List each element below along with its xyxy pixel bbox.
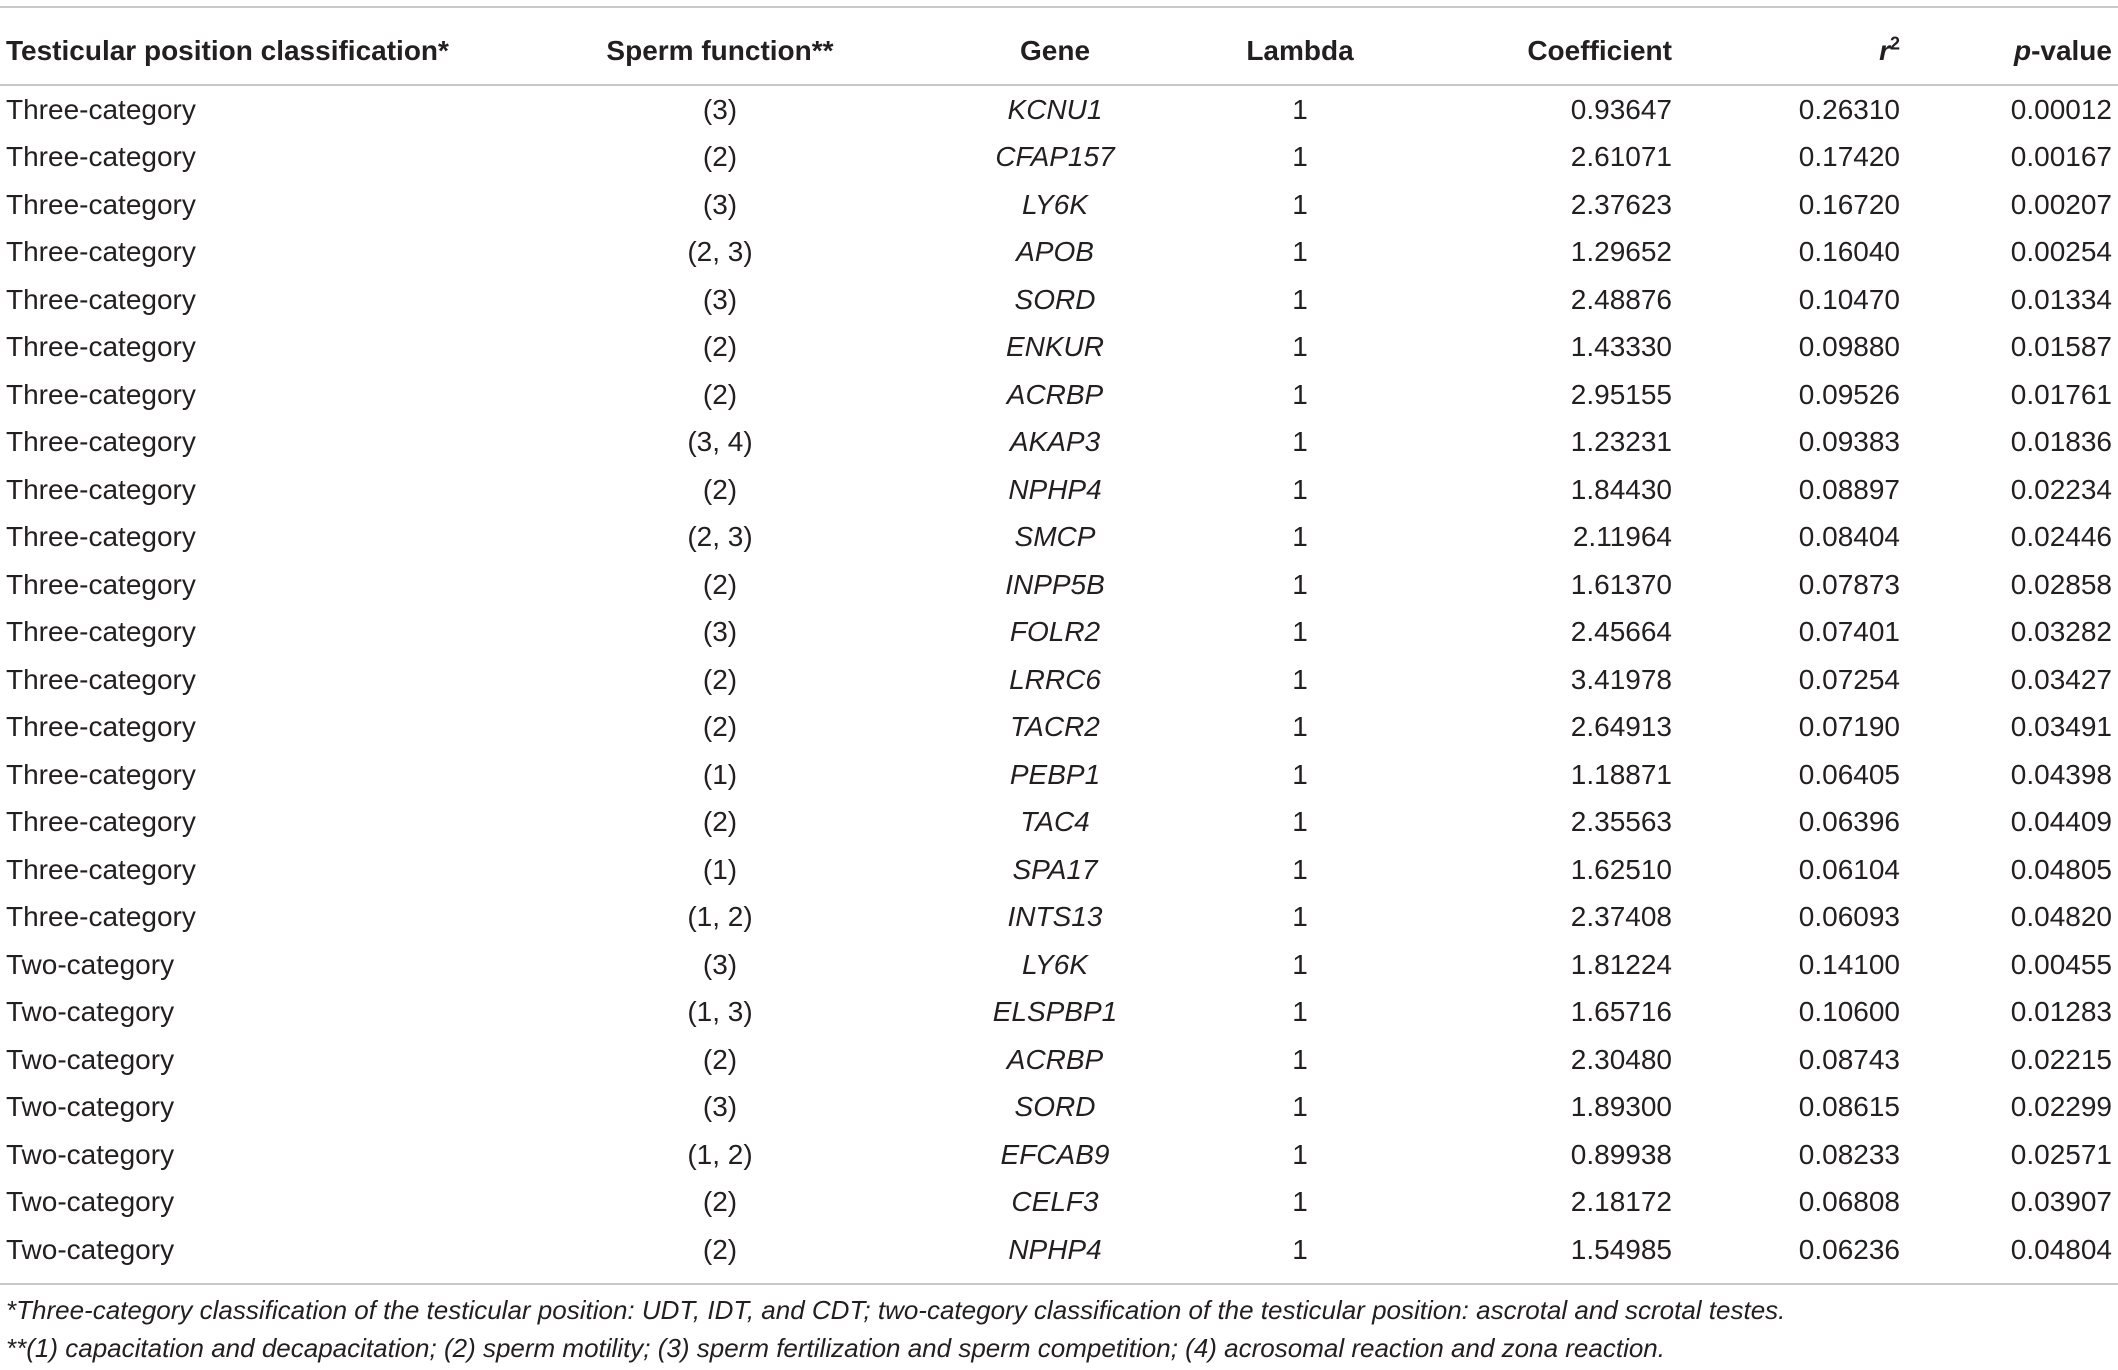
cell-gene: PEBP1 [1009, 758, 1101, 790]
cell-r2: 0.06104 [1798, 853, 1900, 885]
cell-lambda: 1 [1292, 141, 1308, 173]
cell-p-value: 0.03907 [2010, 1186, 2112, 1218]
cell-classification: Two-category [6, 1043, 175, 1075]
table-row [0, 466, 2118, 514]
cell-classification: Three-category [6, 188, 196, 220]
cell-coefficient: 3.41978 [1570, 663, 1672, 695]
cell-coefficient: 1.43330 [1570, 331, 1672, 363]
cell-p-value: 0.03491 [2010, 711, 2112, 743]
cell-gene: TAC4 [1020, 806, 1090, 838]
cell-p-value: 0.04805 [2010, 853, 2112, 885]
cell-classification: Three-category [6, 806, 196, 838]
cell-lambda: 1 [1292, 663, 1308, 695]
cell-lambda: 1 [1292, 568, 1308, 600]
cell-classification: Two-category [6, 996, 175, 1028]
table-row [0, 229, 2118, 277]
cell-gene: SPA17 [1012, 853, 1098, 885]
cell-gene: INTS13 [1007, 901, 1103, 933]
table-row [0, 561, 2118, 609]
cell-sperm-function: (2) [702, 663, 738, 695]
cell-p-value: 0.02446 [2010, 521, 2112, 553]
cell-lambda: 1 [1292, 948, 1308, 980]
cell-lambda: 1 [1292, 1186, 1308, 1218]
cell-p-value: 0.04820 [2010, 901, 2112, 933]
cell-sperm-function: (3) [702, 616, 738, 648]
cell-classification: Three-category [6, 758, 196, 790]
cell-sperm-function: (3) [702, 188, 738, 220]
cell-r2: 0.26310 [1798, 93, 1900, 125]
cell-lambda: 1 [1292, 996, 1308, 1028]
cell-r2: 0.17420 [1798, 141, 1900, 173]
cell-sperm-function: (3) [702, 93, 738, 125]
header-lambda: Lambda [1246, 35, 1354, 66]
cell-r2: 0.10470 [1798, 283, 1900, 315]
table-row [0, 1036, 2118, 1084]
cell-p-value: 0.00254 [2010, 236, 2112, 268]
cell-classification: Three-category [6, 473, 196, 505]
table-row [0, 324, 2118, 372]
cell-p-value: 0.01283 [2010, 996, 2112, 1028]
cell-p-value: 0.01761 [2010, 378, 2112, 410]
cell-classification: Two-category [6, 1091, 175, 1123]
cell-p-value: 0.00167 [2010, 141, 2112, 173]
cell-lambda: 1 [1292, 616, 1308, 648]
cell-coefficient: 1.29652 [1570, 236, 1672, 268]
cell-gene: KCNU1 [1007, 93, 1103, 125]
cell-sperm-function: (2) [702, 331, 738, 363]
cell-sperm-function: (3) [702, 283, 738, 315]
cell-r2: 0.10600 [1798, 996, 1900, 1028]
cell-lambda: 1 [1292, 1138, 1308, 1170]
cell-lambda: 1 [1292, 188, 1308, 220]
cell-r2: 0.07873 [1798, 568, 1900, 600]
cell-classification: Three-category [6, 283, 196, 315]
footnote-classification: *Three-category classification of the testicular position: UDT, IDT, and CDT; two-category classification of the testicular position: ascrotal and scrotal testes. [6, 1295, 1786, 1325]
cell-gene: LY6K [1022, 948, 1088, 980]
cell-sperm-function: (3) [702, 1091, 738, 1123]
cell-classification: Two-category [6, 1186, 175, 1218]
cell-gene: INPP5B [1005, 568, 1105, 600]
table-row [0, 704, 2118, 752]
cell-sperm-function: (2) [702, 806, 738, 838]
cell-p-value: 0.00207 [2010, 188, 2112, 220]
cell-coefficient: 1.18871 [1570, 758, 1672, 790]
table-row [0, 894, 2118, 942]
cell-lambda: 1 [1292, 93, 1308, 125]
header-row [0, 18, 2118, 85]
cell-lambda: 1 [1292, 331, 1308, 363]
cell-p-value: 0.03427 [2010, 663, 2112, 695]
cell-coefficient: 2.95155 [1570, 378, 1672, 410]
cell-sperm-function: (2) [702, 1186, 738, 1218]
cell-r2: 0.06236 [1798, 1233, 1900, 1265]
cell-coefficient: 2.11964 [1572, 521, 1672, 553]
cell-lambda: 1 [1292, 1091, 1308, 1123]
cell-gene: TACR2 [1010, 711, 1100, 743]
cell-gene: SORD [1014, 283, 1096, 315]
cell-r2: 0.06405 [1798, 758, 1900, 790]
table-row [0, 371, 2118, 419]
cell-gene: SORD [1014, 1091, 1096, 1123]
cell-sperm-function: (2) [702, 711, 738, 743]
cell-r2: 0.16040 [1798, 236, 1900, 268]
cell-coefficient: 0.89938 [1570, 1138, 1672, 1170]
table-row [0, 276, 2118, 324]
table-row [0, 1226, 2118, 1274]
cell-p-value: 0.04398 [2010, 758, 2112, 790]
cell-sperm-function: (1, 2) [687, 1138, 753, 1170]
table-row [0, 1131, 2118, 1179]
cell-p-value: 0.02215 [2010, 1043, 2112, 1075]
cell-sperm-function: (2, 3) [687, 521, 753, 553]
cell-lambda: 1 [1292, 426, 1308, 458]
cell-coefficient: 2.35563 [1570, 806, 1672, 838]
cell-gene: SMCP [1014, 521, 1096, 553]
cell-coefficient: 1.65716 [1570, 996, 1672, 1028]
cell-r2: 0.06093 [1798, 901, 1900, 933]
cell-coefficient: 2.61071 [1570, 141, 1672, 173]
cell-p-value: 0.02571 [2010, 1138, 2112, 1170]
cell-coefficient: 2.18172 [1570, 1186, 1672, 1218]
cell-coefficient: 1.81224 [1570, 948, 1672, 980]
cell-lambda: 1 [1292, 1043, 1308, 1075]
cell-coefficient: 2.48876 [1570, 283, 1672, 315]
cell-coefficient: 1.61370 [1570, 568, 1672, 600]
cell-gene: NPHP4 [1008, 1233, 1102, 1265]
table-body [0, 85, 2118, 1274]
cell-gene: CFAP157 [995, 141, 1115, 173]
table-row [0, 134, 2118, 182]
cell-sperm-function: (3) [702, 948, 738, 980]
header-gene: Gene [1019, 35, 1091, 66]
bottom-rule [0, 1283, 2118, 1285]
cell-coefficient: 1.54985 [1570, 1233, 1672, 1265]
table-row [0, 989, 2118, 1037]
table-row [0, 609, 2118, 657]
cell-classification: Three-category [6, 711, 196, 743]
results-table [0, 18, 2118, 1274]
table-row [0, 181, 2118, 229]
cell-classification: Three-category [6, 853, 196, 885]
cell-classification: Three-category [6, 331, 196, 363]
cell-coefficient: 1.23231 [1570, 426, 1672, 458]
table-row [0, 941, 2118, 989]
footnote-sperm-function: **(1) capacitation and decapacitation; (2) sperm motility; (3) sperm fertilization and sperm competition; (4) acrosomal reaction and zona reaction. [6, 1333, 1665, 1363]
cell-lambda: 1 [1292, 1233, 1308, 1265]
header-p-value [1960, 18, 2118, 85]
cell-r2: 0.09526 [1798, 378, 1900, 410]
table-row [0, 1179, 2118, 1227]
cell-coefficient: 1.89300 [1570, 1091, 1672, 1123]
cell-sperm-function: (2) [702, 568, 738, 600]
cell-p-value: 0.02299 [2010, 1091, 2112, 1123]
cell-sperm-function: (2) [702, 473, 738, 505]
cell-lambda: 1 [1292, 711, 1308, 743]
header-r2-exp: 2 [1889, 33, 1900, 54]
cell-classification: Two-category [6, 1138, 175, 1170]
cell-lambda: 1 [1292, 236, 1308, 268]
cell-gene: LRRC6 [1009, 663, 1101, 695]
cell-sperm-function: (2) [702, 1233, 738, 1265]
table-row [0, 419, 2118, 467]
cell-p-value: 0.02234 [2010, 473, 2112, 505]
cell-p-value: 0.01587 [2010, 331, 2112, 363]
cell-classification: Two-category [6, 948, 175, 980]
cell-coefficient: 0.93647 [1570, 93, 1672, 125]
cell-r2: 0.09383 [1798, 426, 1900, 458]
cell-gene: ENKUR [1005, 331, 1104, 363]
table-row [0, 846, 2118, 894]
cell-classification: Three-category [6, 378, 196, 410]
header-sperm-function: Sperm function** [606, 35, 834, 66]
cell-sperm-function: (1, 2) [687, 901, 753, 933]
header-r2-base: r [1879, 35, 1890, 66]
cell-coefficient: 2.37623 [1570, 188, 1672, 220]
header-coefficient-text: Coefficient [1527, 35, 1672, 66]
cell-coefficient: 1.84430 [1570, 473, 1672, 505]
cell-sperm-function: (2) [702, 378, 738, 410]
cell-r2: 0.16720 [1798, 188, 1900, 220]
cell-sperm-function: (1) [702, 758, 738, 790]
cell-sperm-function: (3, 4) [687, 426, 753, 458]
cell-r2: 0.14100 [1798, 948, 1900, 980]
cell-gene: AKAP3 [1009, 426, 1101, 458]
cell-r2: 0.07401 [1798, 616, 1900, 648]
cell-r2: 0.08404 [1798, 521, 1900, 553]
cell-classification: Three-category [6, 663, 196, 695]
cell-sperm-function: (2) [702, 141, 738, 173]
cell-lambda: 1 [1292, 806, 1308, 838]
cell-sperm-function: (2, 3) [687, 236, 753, 268]
header-p-italic: p [2013, 35, 2032, 66]
cell-r2: 0.06808 [1798, 1186, 1900, 1218]
cell-lambda: 1 [1292, 473, 1308, 505]
cell-lambda: 1 [1292, 853, 1308, 885]
cell-classification: Three-category [6, 93, 196, 125]
cell-r2: 0.07190 [1798, 711, 1900, 743]
cell-r2: 0.08743 [1798, 1043, 1900, 1075]
cell-gene: EFCAB9 [1000, 1138, 1110, 1170]
cell-r2: 0.09880 [1798, 331, 1900, 363]
cell-gene: NPHP4 [1008, 473, 1102, 505]
cell-gene: FOLR2 [1009, 616, 1101, 648]
cell-lambda: 1 [1292, 521, 1308, 553]
cell-classification: Three-category [6, 521, 196, 553]
header-p-rest: -value [2031, 35, 2112, 66]
cell-r2: 0.08233 [1798, 1138, 1900, 1170]
cell-classification: Three-category [6, 426, 196, 458]
top-rule [0, 6, 2118, 8]
cell-coefficient: 1.62510 [1570, 853, 1672, 885]
cell-gene: ACRBP [1006, 1043, 1104, 1075]
header-coefficient [1410, 18, 1700, 85]
cell-coefficient: 2.64913 [1570, 711, 1672, 743]
table-row [0, 514, 2118, 562]
cell-sperm-function: (2) [702, 1043, 738, 1075]
cell-classification: Three-category [6, 901, 196, 933]
cell-r2: 0.06396 [1798, 806, 1900, 838]
header-r2 [1700, 18, 1960, 85]
cell-classification: Three-category [6, 568, 196, 600]
table-row [0, 799, 2118, 847]
cell-gene: APOB [1016, 236, 1094, 268]
cell-p-value: 0.00455 [2010, 948, 2112, 980]
cell-r2: 0.08897 [1798, 473, 1900, 505]
cell-classification: Two-category [6, 1233, 175, 1265]
cell-gene: ELSPBP1 [992, 996, 1118, 1028]
table-row [0, 1084, 2118, 1132]
cell-r2: 0.08615 [1798, 1091, 1900, 1123]
table-row [0, 751, 2118, 799]
cell-p-value: 0.01836 [2010, 426, 2112, 458]
cell-lambda: 1 [1292, 378, 1308, 410]
cell-sperm-function: (1) [702, 853, 738, 885]
cell-classification: Three-category [6, 616, 196, 648]
cell-p-value: 0.00012 [2010, 93, 2112, 125]
cell-lambda: 1 [1292, 283, 1308, 315]
cell-p-value: 0.03282 [2010, 616, 2112, 648]
cell-p-value: 0.04409 [2010, 806, 2112, 838]
cell-sperm-function: (1, 3) [687, 996, 753, 1028]
cell-r2: 0.07254 [1798, 663, 1900, 695]
cell-p-value: 0.02858 [2010, 568, 2112, 600]
cell-classification: Three-category [6, 141, 196, 173]
cell-coefficient: 2.30480 [1570, 1043, 1672, 1075]
cell-coefficient: 2.45664 [1570, 616, 1672, 648]
cell-gene: CELF3 [1011, 1186, 1099, 1218]
cell-coefficient: 2.37408 [1570, 901, 1672, 933]
table-row [0, 85, 2118, 134]
cell-lambda: 1 [1292, 758, 1308, 790]
cell-p-value: 0.04804 [2010, 1233, 2112, 1265]
cell-gene: LY6K [1022, 188, 1088, 220]
header-classification: Testicular position classification* [6, 35, 449, 66]
cell-classification: Three-category [6, 236, 196, 268]
cell-lambda: 1 [1292, 901, 1308, 933]
table-row [0, 656, 2118, 704]
cell-gene: ACRBP [1006, 378, 1104, 410]
cell-p-value: 0.01334 [2010, 283, 2112, 315]
